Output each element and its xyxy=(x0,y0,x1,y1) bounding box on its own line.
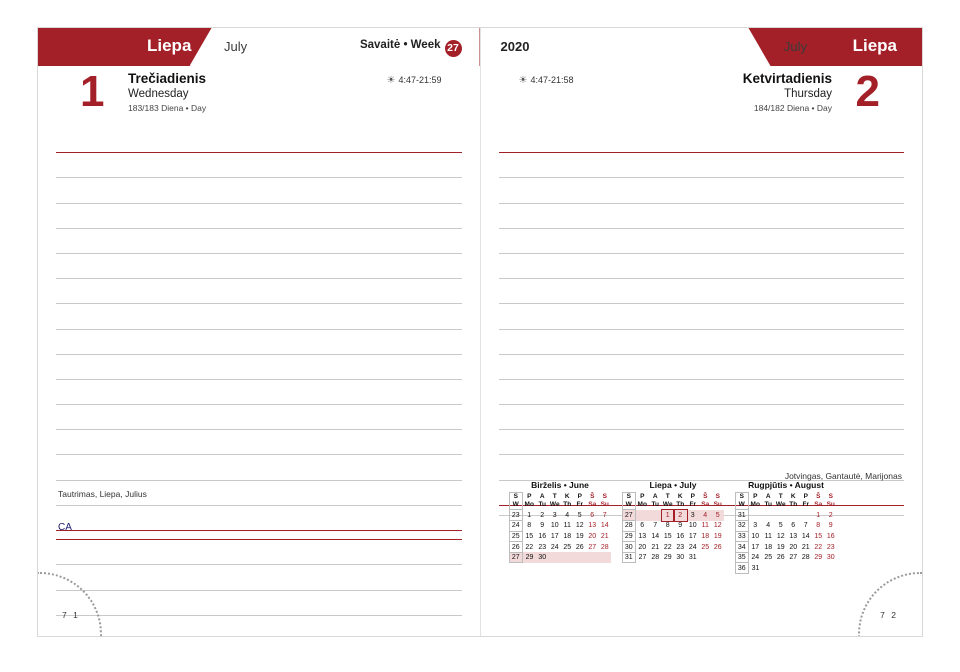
header-month-en-right: July xyxy=(783,39,807,54)
mini-day-cell[interactable] xyxy=(712,552,725,563)
mini-day-cell[interactable]: 23 xyxy=(826,543,835,551)
header-month-lt-left: Liepa xyxy=(147,36,192,55)
mini-day-cell[interactable]: 13 xyxy=(638,532,647,540)
mini-day-cell[interactable] xyxy=(800,563,813,574)
line-rule[interactable] xyxy=(56,304,462,329)
mini-week-number: 30 xyxy=(622,542,636,553)
right-day-count: 184/182 Diena • Day xyxy=(753,103,832,113)
line-rule[interactable] xyxy=(499,178,905,203)
mini-calendar-title: Liepa • July xyxy=(649,480,697,491)
mini-day-cell[interactable] xyxy=(825,563,838,574)
mini-day-cell[interactable]: 6 xyxy=(791,522,796,530)
header-month-lt-right: Liepa xyxy=(852,36,897,55)
mini-day-cell[interactable] xyxy=(762,510,775,521)
mini-day-cell[interactable]: 16 xyxy=(538,532,547,540)
line-rule[interactable] xyxy=(56,355,462,380)
line-rule[interactable] xyxy=(499,153,905,178)
mini-day-cell[interactable]: 5 xyxy=(778,522,783,530)
mini-week-number: 27 xyxy=(622,510,636,521)
mini-day-cell[interactable] xyxy=(787,510,800,521)
mini-calendars xyxy=(509,480,909,574)
mini-calendar-title: Rugpjūtis • August xyxy=(748,480,824,491)
mini-day-cell[interactable]: 18 xyxy=(563,532,572,540)
mini-day-cell[interactable]: 20 xyxy=(638,543,647,551)
mini-day-cell[interactable]: 17 xyxy=(751,543,760,551)
left-page xyxy=(38,28,481,636)
mini-day-header: Š Sa xyxy=(588,493,597,509)
mini-day-cell[interactable] xyxy=(549,552,562,563)
mini-day-cell[interactable]: 8 xyxy=(527,522,532,530)
mini-day-cell[interactable]: 25 xyxy=(701,543,710,551)
mini-day-cell[interactable]: 31 xyxy=(688,554,697,562)
mini-day-cell[interactable] xyxy=(561,552,574,563)
line-rule[interactable] xyxy=(499,279,905,304)
mini-day-header: T We xyxy=(775,493,786,509)
mini-day-cell[interactable]: 12 xyxy=(776,532,785,540)
left-sun-times xyxy=(386,75,441,86)
mini-day-cell[interactable] xyxy=(574,552,587,563)
planner-spread xyxy=(38,28,922,636)
mini-week-column-header: S W xyxy=(509,493,523,510)
mini-day-cell[interactable] xyxy=(586,552,599,563)
mini-day-cell[interactable]: 19 xyxy=(575,532,584,540)
mini-calendar-title: Birželis • June xyxy=(531,480,589,491)
right-writing-lines xyxy=(499,128,905,506)
mini-week-number: 35 xyxy=(735,552,749,563)
mini-day-cell[interactable]: 2 xyxy=(540,511,545,519)
left-name-day: Tautrimas, Liepa, Julius xyxy=(58,489,147,499)
mini-day-cell[interactable]: 11 xyxy=(563,522,571,530)
mini-day-header: A Tu xyxy=(538,493,546,509)
mini-day-cell[interactable]: 9 xyxy=(540,522,545,530)
mini-week-number: 33 xyxy=(735,531,749,542)
header-month-en-left: July xyxy=(224,39,248,54)
mini-week-number: 36 xyxy=(735,563,749,574)
mini-day-cell[interactable] xyxy=(775,510,788,521)
mini-day-header: K Th xyxy=(563,493,572,509)
mini-day-header: P Mo xyxy=(524,493,534,509)
mini-day-cell[interactable]: 14 xyxy=(801,532,810,540)
mini-day-cell[interactable]: 1 xyxy=(816,511,821,519)
mini-day-cell[interactable]: 28 xyxy=(651,554,660,562)
mini-day-header: P Fr xyxy=(576,493,583,509)
week-number-badge: 27 xyxy=(445,40,462,57)
line-rule[interactable] xyxy=(56,279,462,304)
mini-day-cell[interactable]: 4 xyxy=(565,511,570,519)
mini-day-cell[interactable]: 11 xyxy=(764,532,772,540)
mini-day-cell[interactable]: 19 xyxy=(713,532,722,540)
left-day-info xyxy=(128,71,206,113)
mini-day-cell[interactable]: 30 xyxy=(676,554,685,562)
mini-day-header: S Su xyxy=(826,493,835,509)
right-page-header xyxy=(481,28,923,66)
right-day-header xyxy=(499,66,905,118)
mini-day-cell[interactable]: 1 xyxy=(527,511,532,519)
mini-day-cell[interactable]: 16 xyxy=(676,532,685,540)
mini-day-cell[interactable]: 4 xyxy=(699,510,712,521)
line-rule[interactable] xyxy=(56,430,462,455)
mini-day-cell[interactable] xyxy=(599,552,612,563)
mini-day-cell[interactable]: 27 xyxy=(638,554,647,562)
left-writing-lines-lower xyxy=(56,515,462,636)
mini-week-number: 28 xyxy=(622,521,636,532)
mini-day-cell[interactable]: 29 xyxy=(663,554,672,562)
right-day-body xyxy=(481,66,923,118)
mini-day-cell[interactable]: 8 xyxy=(665,522,670,530)
mini-week-number: 31 xyxy=(622,552,636,563)
line-rule[interactable] xyxy=(499,229,905,254)
line-rule[interactable] xyxy=(499,430,905,455)
mini-day-cell[interactable]: 22 xyxy=(663,543,672,551)
sun-icon: ☀ xyxy=(518,75,528,86)
mini-day-cell[interactable]: 20 xyxy=(588,532,597,540)
mini-day-header: S Su xyxy=(600,493,609,509)
mini-day-cell[interactable]: 18 xyxy=(701,532,710,540)
mini-day-cell[interactable]: 15 xyxy=(663,532,672,540)
mini-day-cell[interactable]: 11 xyxy=(701,522,709,530)
left-day-header xyxy=(56,66,462,118)
mini-day-cell[interactable]: 10 xyxy=(751,532,760,540)
mini-day-cell[interactable]: 26 xyxy=(713,543,722,551)
left-day-number: 1 xyxy=(80,67,105,116)
mini-day-cell[interactable]: 6 xyxy=(590,511,595,519)
mini-day-cell[interactable]: 1 xyxy=(662,510,675,521)
mini-day-cell[interactable] xyxy=(800,510,813,521)
mini-day-cell[interactable]: 16 xyxy=(826,532,835,540)
right-sun-times xyxy=(519,75,574,86)
mini-day-cell[interactable]: 29 xyxy=(523,552,537,563)
mini-week-number: 31 xyxy=(735,510,749,521)
mini-week-number: 24 xyxy=(509,521,523,532)
line-rule[interactable] xyxy=(56,330,462,355)
line-rule[interactable] xyxy=(499,380,905,405)
mini-day-cell[interactable]: 24 xyxy=(550,543,559,551)
mini-day-header: Š Sa xyxy=(701,493,710,509)
line-rule[interactable] xyxy=(499,355,905,380)
mini-week-number: 27 xyxy=(509,552,523,563)
mini-week-number: 29 xyxy=(622,531,636,542)
mini-day-header: T We xyxy=(549,493,560,509)
line-rule[interactable] xyxy=(56,591,462,616)
left-writing-lines xyxy=(56,128,462,531)
left-page-number: 7 1 xyxy=(62,610,80,620)
mini-day-header: S Su xyxy=(713,493,722,509)
mini-day-cell[interactable]: 8 xyxy=(816,522,821,530)
line-rule[interactable] xyxy=(499,405,905,430)
mini-day-header: K Th xyxy=(789,493,798,509)
mini-day-cell[interactable]: 3 xyxy=(687,510,700,521)
mini-day-cell[interactable] xyxy=(749,510,763,521)
mini-day-cell[interactable]: 26 xyxy=(575,543,584,551)
sun-icon: ☀ xyxy=(386,75,396,86)
line-rule[interactable] xyxy=(56,515,462,540)
line-rule[interactable] xyxy=(56,229,462,254)
line-rule[interactable] xyxy=(499,304,905,329)
right-sun-times-value: 4:47-21:58 xyxy=(530,75,574,85)
left-day-body xyxy=(38,66,480,118)
mini-day-header: P Fr xyxy=(802,493,809,509)
line-rule[interactable] xyxy=(56,565,462,590)
mini-day-cell[interactable]: 5 xyxy=(712,510,725,521)
mini-day-header: A Tu xyxy=(651,493,659,509)
mini-day-cell[interactable]: 29 xyxy=(814,554,823,562)
mini-day-header: K Th xyxy=(676,493,685,509)
mini-day-cell[interactable]: 10 xyxy=(550,522,559,530)
mini-week-number: 34 xyxy=(735,542,749,553)
header-year: 2020 xyxy=(500,39,530,54)
mini-day-cell[interactable]: 21 xyxy=(801,543,810,551)
mini-day-cell[interactable]: 6 xyxy=(640,522,645,530)
mini-day-cell[interactable]: 17 xyxy=(688,532,697,540)
mini-day-header: A Tu xyxy=(764,493,772,509)
line-rule[interactable] xyxy=(56,153,462,178)
mini-day-cell[interactable]: 14 xyxy=(651,532,660,540)
line-rule[interactable] xyxy=(56,178,462,203)
mini-day-cell[interactable]: 7 xyxy=(602,511,607,519)
mini-week-number: 32 xyxy=(735,521,749,532)
mini-day-cell[interactable]: 7 xyxy=(803,522,808,530)
left-page-header xyxy=(38,28,480,66)
mini-day-cell[interactable]: 4 xyxy=(766,522,771,530)
mini-day-cell[interactable]: 23 xyxy=(538,543,547,551)
mini-day-cell[interactable]: 28 xyxy=(600,543,609,551)
mini-day-cell[interactable]: 19 xyxy=(776,543,785,551)
mini-day-cell[interactable]: 22 xyxy=(814,543,823,551)
mini-day-cell[interactable] xyxy=(699,552,712,563)
mini-day-header: P Mo xyxy=(637,493,647,509)
mini-day-cell[interactable]: 9 xyxy=(678,522,683,530)
right-name-day: Jotvingas, Gantautė, Marijonas xyxy=(784,471,902,481)
line-rule[interactable] xyxy=(499,204,905,229)
line-rule[interactable] xyxy=(56,254,462,279)
left-sun-times-value: 4:47-21:59 xyxy=(398,75,442,85)
right-day-name-lt: Ketvirtadienis xyxy=(742,71,832,86)
left-day-name-lt: Trečiadienis xyxy=(128,71,207,86)
mini-week-number: 23 xyxy=(509,510,523,521)
mini-day-cell[interactable]: 27 xyxy=(588,543,597,551)
mini-day-cell[interactable]: 23 xyxy=(676,543,685,551)
corner-arc-decoration xyxy=(858,572,922,636)
mini-day-header: Š Sa xyxy=(814,493,823,509)
mini-day-cell[interactable]: 24 xyxy=(688,543,697,551)
mini-day-cell[interactable]: 2 xyxy=(674,510,687,521)
mini-day-cell[interactable]: 18 xyxy=(764,543,773,551)
mini-day-cell[interactable]: 12 xyxy=(575,522,584,530)
left-handwritten-note: CA xyxy=(58,522,72,533)
line-rule[interactable] xyxy=(499,128,905,153)
mini-day-cell[interactable]: 13 xyxy=(789,532,798,540)
mini-day-header: P Fr xyxy=(689,493,696,509)
mini-day-cell[interactable]: 10 xyxy=(688,522,697,530)
week-label: Savaitė • Week xyxy=(359,39,441,51)
right-day-name-en: Thursday xyxy=(784,88,832,100)
line-rule[interactable] xyxy=(56,405,462,430)
mini-day-cell[interactable]: 9 xyxy=(828,522,833,530)
mini-day-cell[interactable] xyxy=(812,563,825,574)
line-rule[interactable] xyxy=(56,455,462,480)
mini-day-cell[interactable]: 7 xyxy=(653,522,658,530)
left-day-count: 183/183 Diena • Day xyxy=(128,103,207,113)
mini-day-cell[interactable]: 15 xyxy=(525,532,534,540)
mini-day-cell[interactable]: 3 xyxy=(753,522,758,530)
mini-day-header: P Mo xyxy=(750,493,760,509)
line-rule[interactable] xyxy=(56,616,462,636)
line-rule[interactable] xyxy=(56,380,462,405)
mini-calendar xyxy=(735,480,838,574)
right-page-number: 7 2 xyxy=(880,610,898,620)
mini-day-cell[interactable]: 17 xyxy=(550,532,559,540)
right-day-info xyxy=(743,71,832,113)
mini-day-cell[interactable]: 28 xyxy=(801,554,810,562)
mini-day-cell[interactable] xyxy=(762,563,775,574)
mini-calendar xyxy=(509,480,612,574)
mini-day-cell[interactable] xyxy=(636,510,650,521)
right-page xyxy=(481,28,923,636)
mini-week-column-header: S W xyxy=(622,493,636,510)
mini-day-header: T We xyxy=(662,493,673,509)
mini-day-cell[interactable]: 30 xyxy=(536,552,549,563)
mini-day-cell[interactable]: 25 xyxy=(563,543,572,551)
mini-day-cell[interactable]: 14 xyxy=(600,522,609,530)
mini-day-cell[interactable]: 31 xyxy=(751,564,760,572)
mini-week-number: 25 xyxy=(509,531,523,542)
line-rule[interactable] xyxy=(56,204,462,229)
mini-day-cell[interactable] xyxy=(775,563,788,574)
mini-day-cell[interactable]: 21 xyxy=(651,543,660,551)
mini-day-cell[interactable]: 15 xyxy=(814,532,823,540)
mini-day-cell[interactable]: 5 xyxy=(577,511,582,519)
mini-day-cell[interactable]: 30 xyxy=(826,554,835,562)
mini-week-number: 26 xyxy=(509,542,523,553)
mini-day-cell[interactable]: 22 xyxy=(525,543,534,551)
mini-day-cell[interactable]: 20 xyxy=(789,543,798,551)
mini-day-cell[interactable]: 2 xyxy=(828,511,833,519)
right-day-number: 2 xyxy=(855,67,880,116)
line-rule[interactable] xyxy=(56,128,462,153)
mini-week-column-header: S W xyxy=(735,493,749,510)
mini-day-cell[interactable]: 13 xyxy=(588,522,597,530)
mini-day-cell[interactable]: 21 xyxy=(600,532,609,540)
mini-day-cell[interactable]: 27 xyxy=(789,554,798,562)
mini-day-cell[interactable]: 25 xyxy=(764,554,773,562)
mini-day-cell[interactable]: 12 xyxy=(713,522,722,530)
mini-day-cell[interactable] xyxy=(649,510,662,521)
week-indicator xyxy=(360,39,462,57)
mini-day-cell[interactable] xyxy=(787,563,800,574)
mini-day-cell[interactable]: 3 xyxy=(552,511,557,519)
left-day-name-en: Wednesday xyxy=(128,88,189,100)
mini-day-cell[interactable]: 26 xyxy=(776,554,785,562)
mini-day-cell[interactable]: 24 xyxy=(751,554,760,562)
mini-calendar xyxy=(622,480,725,574)
line-rule[interactable] xyxy=(56,540,462,565)
line-rule[interactable] xyxy=(499,254,905,279)
line-rule[interactable] xyxy=(499,330,905,355)
